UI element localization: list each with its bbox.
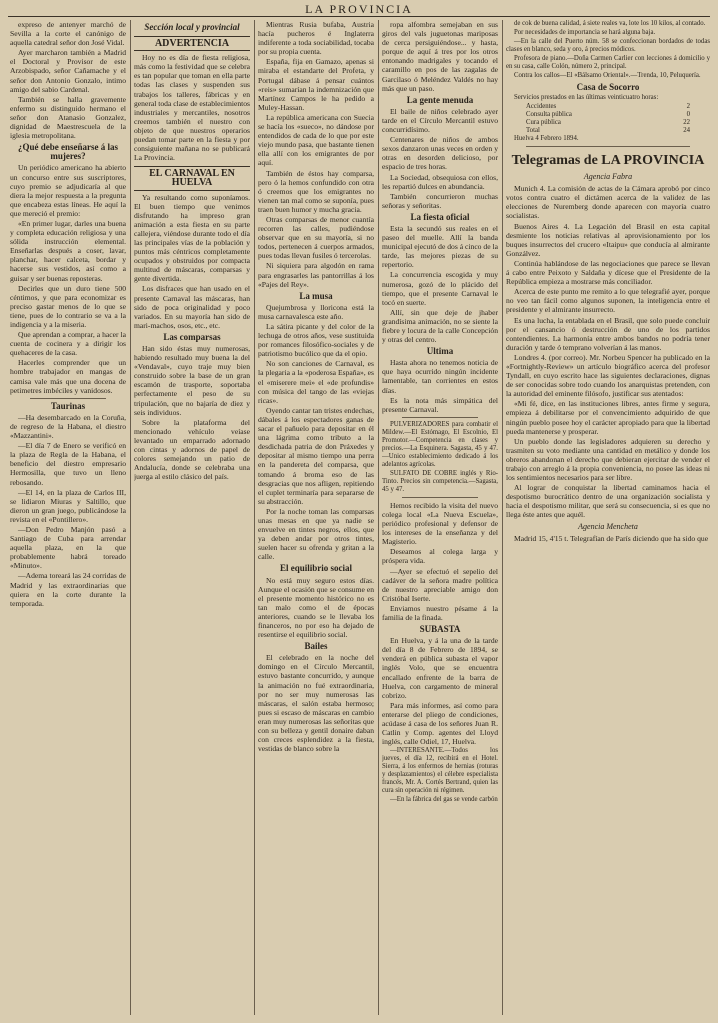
article-heading: ¿Qué debe enseñarse á las mujeres? xyxy=(18,142,118,162)
paragraph: Por la noche toman las comparsas unas mesas en que ya nadie se envuelve en tintes negros, ellos, que ya deben andar por otros tintes, suelen hacer su ofrenda y gritan a la calle. xyxy=(258,506,374,562)
column-2 xyxy=(134,20,250,1015)
casa-socorro-heading: Casa de Socorro xyxy=(576,82,640,92)
column-5 xyxy=(506,20,710,1015)
stat-label: Consulta pública xyxy=(526,111,572,119)
paragraph: Munich 4. La comisión de actas de la Cámara aprobó por cinco votos contra cuatro el dictámen acerca de la validez de las elecciones de Nuremberg donde aparecen con mayoría cuatro socialistas. xyxy=(506,184,710,221)
stat-value: 24 xyxy=(683,127,690,135)
advertisement: —En la calle del Puerto núm. 58 se confeccionan bordados de todas clases en blanco, seda y oro, á precios módicos. xyxy=(506,38,710,53)
paragraph: —En la fábrica del gas se vende carbón xyxy=(390,796,498,804)
paragraph: Mientras Rusia bufaba, Austria hacía pucheros é Inglaterra indiferente a toda sociabilidad, tocaba por su propia cuenta. xyxy=(258,20,374,57)
advertisement: de cok de buena calidad, á siete reales va, lote los 10 kilos, al contado. xyxy=(514,20,706,27)
paragraph: Hasta ahora no tenemos noticia de que haya ocurrido ningún incidente lamentable, tan corrientes en estos días. xyxy=(382,358,498,395)
paragraph: Hemos recibido la visita del nuevo colega local «La Nueva Escuela», periódico profesional y defensor de los intereses de la enseñanza y del Magisterio. xyxy=(382,500,498,547)
telegramas-heading: Telegramas de LA PROVINCIA xyxy=(511,153,705,169)
paragraph: La concurrencia escogida y muy numerosa, gozó de lo plácido del tiempo, que el presente Carnaval le tocó en suerte. xyxy=(382,270,498,307)
paragraph: Ni siquiera para algodón en rama para engrasarles las pantorrillas á los «Pajes del Rey». xyxy=(258,261,374,289)
section-heading-taurinas: Taurinas xyxy=(50,400,86,411)
advertisement: PULVERIZADORES para combatir el Mildew.—El Estómago, El Escolnio, El Promotor.—Competencia en clases y precios.—La Esquinera. Sagasta, 45 y 47.—Unico establecimiento dedicado á los adelantos agrícolas. xyxy=(382,420,498,468)
advertisement: SULFATO DE COBRE inglés y Rio-Tinto. Precios sin competencia.—Sagasta, 45 y 47. xyxy=(382,469,498,493)
paragraph: Allí, sin que deje de jhaber grandísima animación, no se siente la fiebre y locura de la calle Concepción y otras del centro. xyxy=(382,307,498,345)
gente-menuda-heading: La gente menuda xyxy=(406,94,474,105)
stat-value: 0 xyxy=(686,111,690,119)
agency-heading: Agencia Mencheta xyxy=(578,521,638,531)
subasta-heading: SUBASTA xyxy=(419,624,461,635)
divider xyxy=(526,146,690,147)
column-3 xyxy=(258,20,374,1015)
stat-row xyxy=(506,119,710,127)
paragraph: «Mi fé, dice, en las instituciones libres, antes firme y segura, empieza á debilitarse por el convencimiento adquirido de que ningún pueblo posee hoy el carácter apropiado para que la libertad pueda mantenerse y prosperar. xyxy=(506,399,710,436)
stat-row xyxy=(506,111,710,119)
comparsas-heading: Las comparsas xyxy=(163,331,221,342)
paragraph: Hoy no es día de fiesta religiosa, más como la festividad que se celebra es tan popular que toman en ella parte todas las clases y suspenden sus trabajos los talleres, fábricas y en general toda clase de establecimientos industriales y mercantiles, nosotros creemos también el nuestro con objeto de que nuestros operarios puedan tomar parte en la fiesta y por consiguiente mañana no se publicará La Provincia. xyxy=(134,53,250,163)
paragraph: Enviamos nuestro pésame á la familia de la finada. xyxy=(382,603,498,622)
paragraph: Los disfraces que han usado en el presente Carnaval las máscaras, han sido de poca originalidad y poco variados. En su mayoría han sido de mari-machos, osos, etc., etc. xyxy=(134,284,250,330)
paragraph: Esta la secundó sus reales en el paseo del muelle. Allí la banda municipal ejecutó de dos á cinco de la tarde, las mejores piezas de su repertorio. xyxy=(382,223,498,270)
stat-row xyxy=(506,103,710,111)
stat-value: 2 xyxy=(686,103,690,111)
column-rule xyxy=(130,20,131,1015)
divider xyxy=(402,497,478,498)
advertisement: —INTERESANTE.—Todos los jueves, el día 12, recibirá en el Hotel. Sierra, á los enfermos de hernias (roturas y desplazamientos) el célebre especialista francés, Mr. A. Cortés Bertrand, quien las cura sin operación ni régimen. xyxy=(382,747,498,795)
paragraph: No está muy seguro estos días. Aunque el ocasión que se consume en el presente momento histórico no es tan malo como el de épocas anteriores, cuando se le llevaba los financeros, no por eso ha dejado de resentirse el equilibrio social. xyxy=(258,575,374,640)
stat-label: Accidentes xyxy=(526,103,557,111)
ultima-heading: Ultima xyxy=(426,346,454,357)
column-rule xyxy=(254,20,255,1015)
paragraph: ropa alfombra semejaban en sus giros del vals juguetonas mariposas de cerca persiguiéndose... y hasta, porque de aquí á tres por los otros entonando madrigales y tocando el caramillo en pos de las zagalas de Garcilaso ó Meléndez Valdés no hay más que un paso. xyxy=(382,20,498,93)
stat-label: Total xyxy=(526,127,540,135)
fiesta-oficial-heading: La fiesta oficial xyxy=(410,211,470,222)
paragraph: No son canciones de Carnaval, es la plegaria a la «poderosa España», es el «miserere mei» el «de profundis» con música del tango de las «viejas ricas». xyxy=(258,359,374,405)
paragraph: También se halla gravemente enfermo su distinguido hermano el señor don Atanasio Gonzalez, dignidad de Maestrescuela de la iglesia metropolitana. xyxy=(10,94,126,141)
section-heading-local: Sección local y provincial xyxy=(144,22,240,32)
paragraph: Deseamos al colega larga y próspera vida. xyxy=(382,547,498,566)
advertisement: Por necesidades de importancia se hará alguna baja. xyxy=(514,29,656,36)
paragraph: Es una lucha, la entablada en el Brasil, que solo puede concluir por el cansancio ó destrucción de uno de los partidos contendientes. La harmonía entre ambos bandos no podría tener duración y tarde ó temprano volverían á las manos. xyxy=(506,315,710,352)
paragraph: Un pueblo donde las legisladores adquieren su derecho y trasmiten su voto mediante una cantidad en metálico y donde los obreros abandonan el derecho que debieran ejercitar de vender el trabajo con arreglo á la propia conveniencia, no posee las ideas ni los sentimientos necesarios para ser libre. xyxy=(506,436,710,483)
paragraph: —Ayer se efectuó el sepelio del cadáver de la señora madre política de nuestro apreciable amigo don Cristóbal Iserte. xyxy=(382,566,498,603)
column-4 xyxy=(382,20,498,1015)
advertencia-heading: ADVERTENCIA xyxy=(134,36,250,51)
paragraph: Es la nota más simpática del presente Carnaval. xyxy=(382,395,498,414)
paragraph: Hacerles comprender que un hombre trabajador en mangas de camisa vale más que una docena de petimetres imbéciles y vanidosos. xyxy=(10,358,126,395)
paragraph: Servicios prestados en las últimas veinticuatro horas: xyxy=(514,94,659,102)
paragraph: Continúa hablándose de las negociaciones que parece se llevan á cabo entre Peixoto y Saldaña y dícese que el Presidente de la República empieza a mostrarse más conciliador. xyxy=(506,258,710,287)
paragraph: Al lograr de conquistar la libertad caminamos hacia el despotismo burocrático dentro de una organización socialista y hacia el despotismo militar, que será su consecuencia, si es que no llega éste antes que aquél. xyxy=(506,483,710,520)
paragraph: También concurrieron muchas señoras y señoritas. xyxy=(382,191,498,210)
bailes-heading: Bailes xyxy=(304,641,328,652)
divider xyxy=(30,398,106,399)
paragraph: —Don Pedro Manjón pasó a Santiago de Cuba para arrendar aquella plaza, en la que probablemente habrá toreado «Minuto». xyxy=(10,524,126,571)
paragraph: El celebrado en la noche del domingo en el Círculo Mercantil, estuvo bastante concurrido, y aunque la animación no fué extraordinaria, por no ser muy numerosas las máscaras, el salón estaba hermoso; pues si escaso de máscaras en cambio eran muy numerosas las señoritas que con su belleza y gentil donaire daban con creces esplendidez a la fiesta, vestidas de blanco sobre la xyxy=(258,653,374,754)
dateline: Huelva 4 Febrero 1894. xyxy=(514,135,579,143)
paragraph: También de éstos hay comparsa, pero ó la hemos confundido con otra ó creemos que los emigrantes no vienen tan mal como se suponía, pues traen buen humor y mucha gracia. xyxy=(258,168,374,214)
stat-total-row xyxy=(506,127,710,135)
paragraph: —El 14, en la plaza de Carlos III, se lidiaron Miuras y Saltillo, que dieron un gran juego, publicándose la revista en el «Pontillero». xyxy=(10,487,126,524)
stat-label: Cura pública xyxy=(526,119,561,127)
page-columns xyxy=(10,20,710,1015)
stat-value: 22 xyxy=(683,119,690,127)
paragraph: —Ha desembarcado en la Coruña, de regreso de la Habana, el diestro «Mazzantini». xyxy=(10,412,126,441)
paragraph: Un periódico americano ha abierto un concurso entre sus suscriptores, cuyo premio se adjudicaría al que diera la mejor respuesta a la pregunta que encabeza estas líneas. He aquí la que mereció el premio: xyxy=(10,163,126,218)
paragraph: Que aprendan a comprar, a hacer la cuenta de cocinera y a dirigir los quehaceres de la casa. xyxy=(10,330,126,358)
paragraph: España, fija en Gamazo, apenas si miraba el estandarte del Profeta, y Portugal dábase á pensar cuántos «reis» sumarían la indemnización que Martínez Campos le ha pedido a Muley-Hassan. xyxy=(258,57,374,112)
paragraph: Acerca de este punto me remito a lo que telegrafié ayer, porque no veo tan fácil como algunos suponen, la inteligencia entre el presidente y el almirante insurrecto. xyxy=(506,287,710,315)
paragraph: La sátira picante y del color de la lechuga de otros años, vese sustituida por romances filosófico-sociales y de patriotismo bucólico que da el opio. xyxy=(258,322,374,359)
newspaper-title: LA PROVINCIA xyxy=(305,2,413,16)
paragraph: Madrid 15, 4'15 t. Telegrafían de París diciendo que ha sido que xyxy=(514,533,709,543)
paragraph: —Adema toreará las 24 corridas de Madrid y las extraordinarias que quiera en la corte durante la temporada. xyxy=(10,571,126,608)
paragraph: Ya resultando como suponíamos. El buen tiempo que venimos disfrutando ha impreso gran animación a esta fiesta en su parte callejera, viéndose durante todo el día las principales vías de la población y puntos más céntricos completamente ocupados y obstruidos por compacta multitud de máscaras, comparsas y gente divertida. xyxy=(134,192,250,284)
column-1 xyxy=(10,20,126,1015)
paragraph: Oyendo cantar tan tristes endechas, dábales á los espectadores ganas de sacar el pañuelo para depositar en él una lágrima como tributo a la desdichada patria de don Práxedes y depositar al mismo tiempo una perra en la pandereta del comparsa, que tomando á broma eso de las desgracias que nos afligen, repitiendo el cuplet terminaría para separarse de su abstracción. xyxy=(258,405,374,506)
paragraph: Centenares de niños de ambos sexos danzaron unas veces en orden y otras en desorden delicioso, por espacio de tres horas. xyxy=(382,135,498,172)
equilibrio-heading: El equilibrio social xyxy=(279,563,352,574)
paragraph: La república americana con Suecia se hacía los «sueco», no dándose por entendidos de cada de lo que por este viejo mundo pasa, que bastante tienen ella allí con los emigrantes de por aquí. xyxy=(258,112,374,168)
paragraph: Sobre la plataforma del mencionado vehículo veíase levantado un emparrado adornado con cintas y adornos de papel de colores semejando un patio de Andalucía, donde se celebraba una juerga al estilo clásico del país. xyxy=(134,417,250,482)
paragraph: La Sociedad, obsequiosa con ellos, les repartió dulces en abundancia. xyxy=(382,172,498,191)
divider xyxy=(402,417,478,418)
paragraph: Para más informes, así como para enterarse del pliego de condiciones, acúdase á casa de los señores Juan R. Catlin y Comp. agentes del Lloyd inglés, calle Odiel, 17, Huelva. xyxy=(382,700,498,747)
masthead xyxy=(8,2,710,17)
paragraph: «En primer lugar, darles una buena y completa educación religiosa y una sólida instrucción elemental. Enseñarlas después a coser, lavar, planchar, hacer calceta, bordar y hacerse sus vestidos, así como a guisar y ser buenas reposteras. xyxy=(10,218,126,283)
column-rule xyxy=(502,20,503,1015)
paragraph: Ayer marcharon también a Madrid el Doctoral y Provisor de este Arzobispado, señor Cañamache y el señor don Antonio Gonzalo, intimo amigo del sabio Cardenal. xyxy=(10,48,126,94)
paragraph: Buenos Aires 4. La Legación del Brasil en esta capital desmiente los noticias relativas al aprovisionamiento por los buques insurrectos del crucero «Itaipu» que conducía al almirante Gonzálvez. xyxy=(506,221,710,258)
paragraph: El baile de niños celebrado ayer tarde en el Círculo Mercantil estuvo concurridísimo. xyxy=(382,106,498,135)
agency-heading: Agencia Fabra xyxy=(583,172,633,182)
column-rule xyxy=(378,20,379,1015)
paragraph: —El día 7 de Enero se verificó en la plaza de Regla de la Habana, el beneficio del diestro empresario Hermosilla, que tuvo un lleno rebosando. xyxy=(10,441,126,487)
musa-heading: La musa xyxy=(299,290,333,301)
advertisement: Contra los callos—El «Bálsamo Oriental».—Trenda, 10, Peluquería. xyxy=(514,72,701,79)
paragraph: Han sido éstas muy numerosas, habiendo resultado muy buena la del «Vendaval», cuyo traje muy bien construido sobre la base de un gran escamón de trasporte, soportaba perfectamente el peso de su tripulación, que no bajaría de diez y seis individuos. xyxy=(134,344,250,417)
paragraph: Decirles que un duro tiene 500 céntimos, y que para economizar es preciso gastar menos de lo que se tiene, pues de lo contrario se va a la indigencia y a la miseria. xyxy=(10,283,126,329)
paragraph: Quejumbrosa y lloricona está la musa carnavalesca este año. xyxy=(258,302,374,321)
paragraph: Londres 4. (por correo). Mr. Norbeu Spencer ha publicado en la «Fortnightly-Review» un artículo biográfico acerca del profesor Tyndall, en cuyo escrito hace las siguientes declaraciones, dignas de ser conocidas sobre todo cuando los anarquistas pretenden, con la autoridad del eminente filósofo, justificar sus atentados: xyxy=(506,352,710,399)
carnaval-heading: EL CARNAVAL EN HUELVA xyxy=(134,166,250,190)
paragraph: expreso de antenyer marchó de Sevilla a la corte el canónigo de aquella catedral señor don José Vidal. xyxy=(10,20,126,48)
paragraph: Otras comparsas de menor cuantía recorren las calles, pudiéndose observar que en su mayoría, si no todos, pertenecen á cuerpos armados, pues todas llevan fusiles ó tercerolas. xyxy=(258,214,374,261)
advertisement: Profesora de piano.—Doña Carmen Carlier con lecciones á domicilio y en su casa, calle Colón, número 2, principal. xyxy=(506,55,710,70)
paragraph: En Huelva, y á la una de la tarde del día 8 de Febrero de 1894, se venderá en pública subasta el vapor inglés Volo, que se encuentra encallado enfrente de la barra de Huelva, con cargamento de mineral cobrizo. xyxy=(382,636,498,700)
